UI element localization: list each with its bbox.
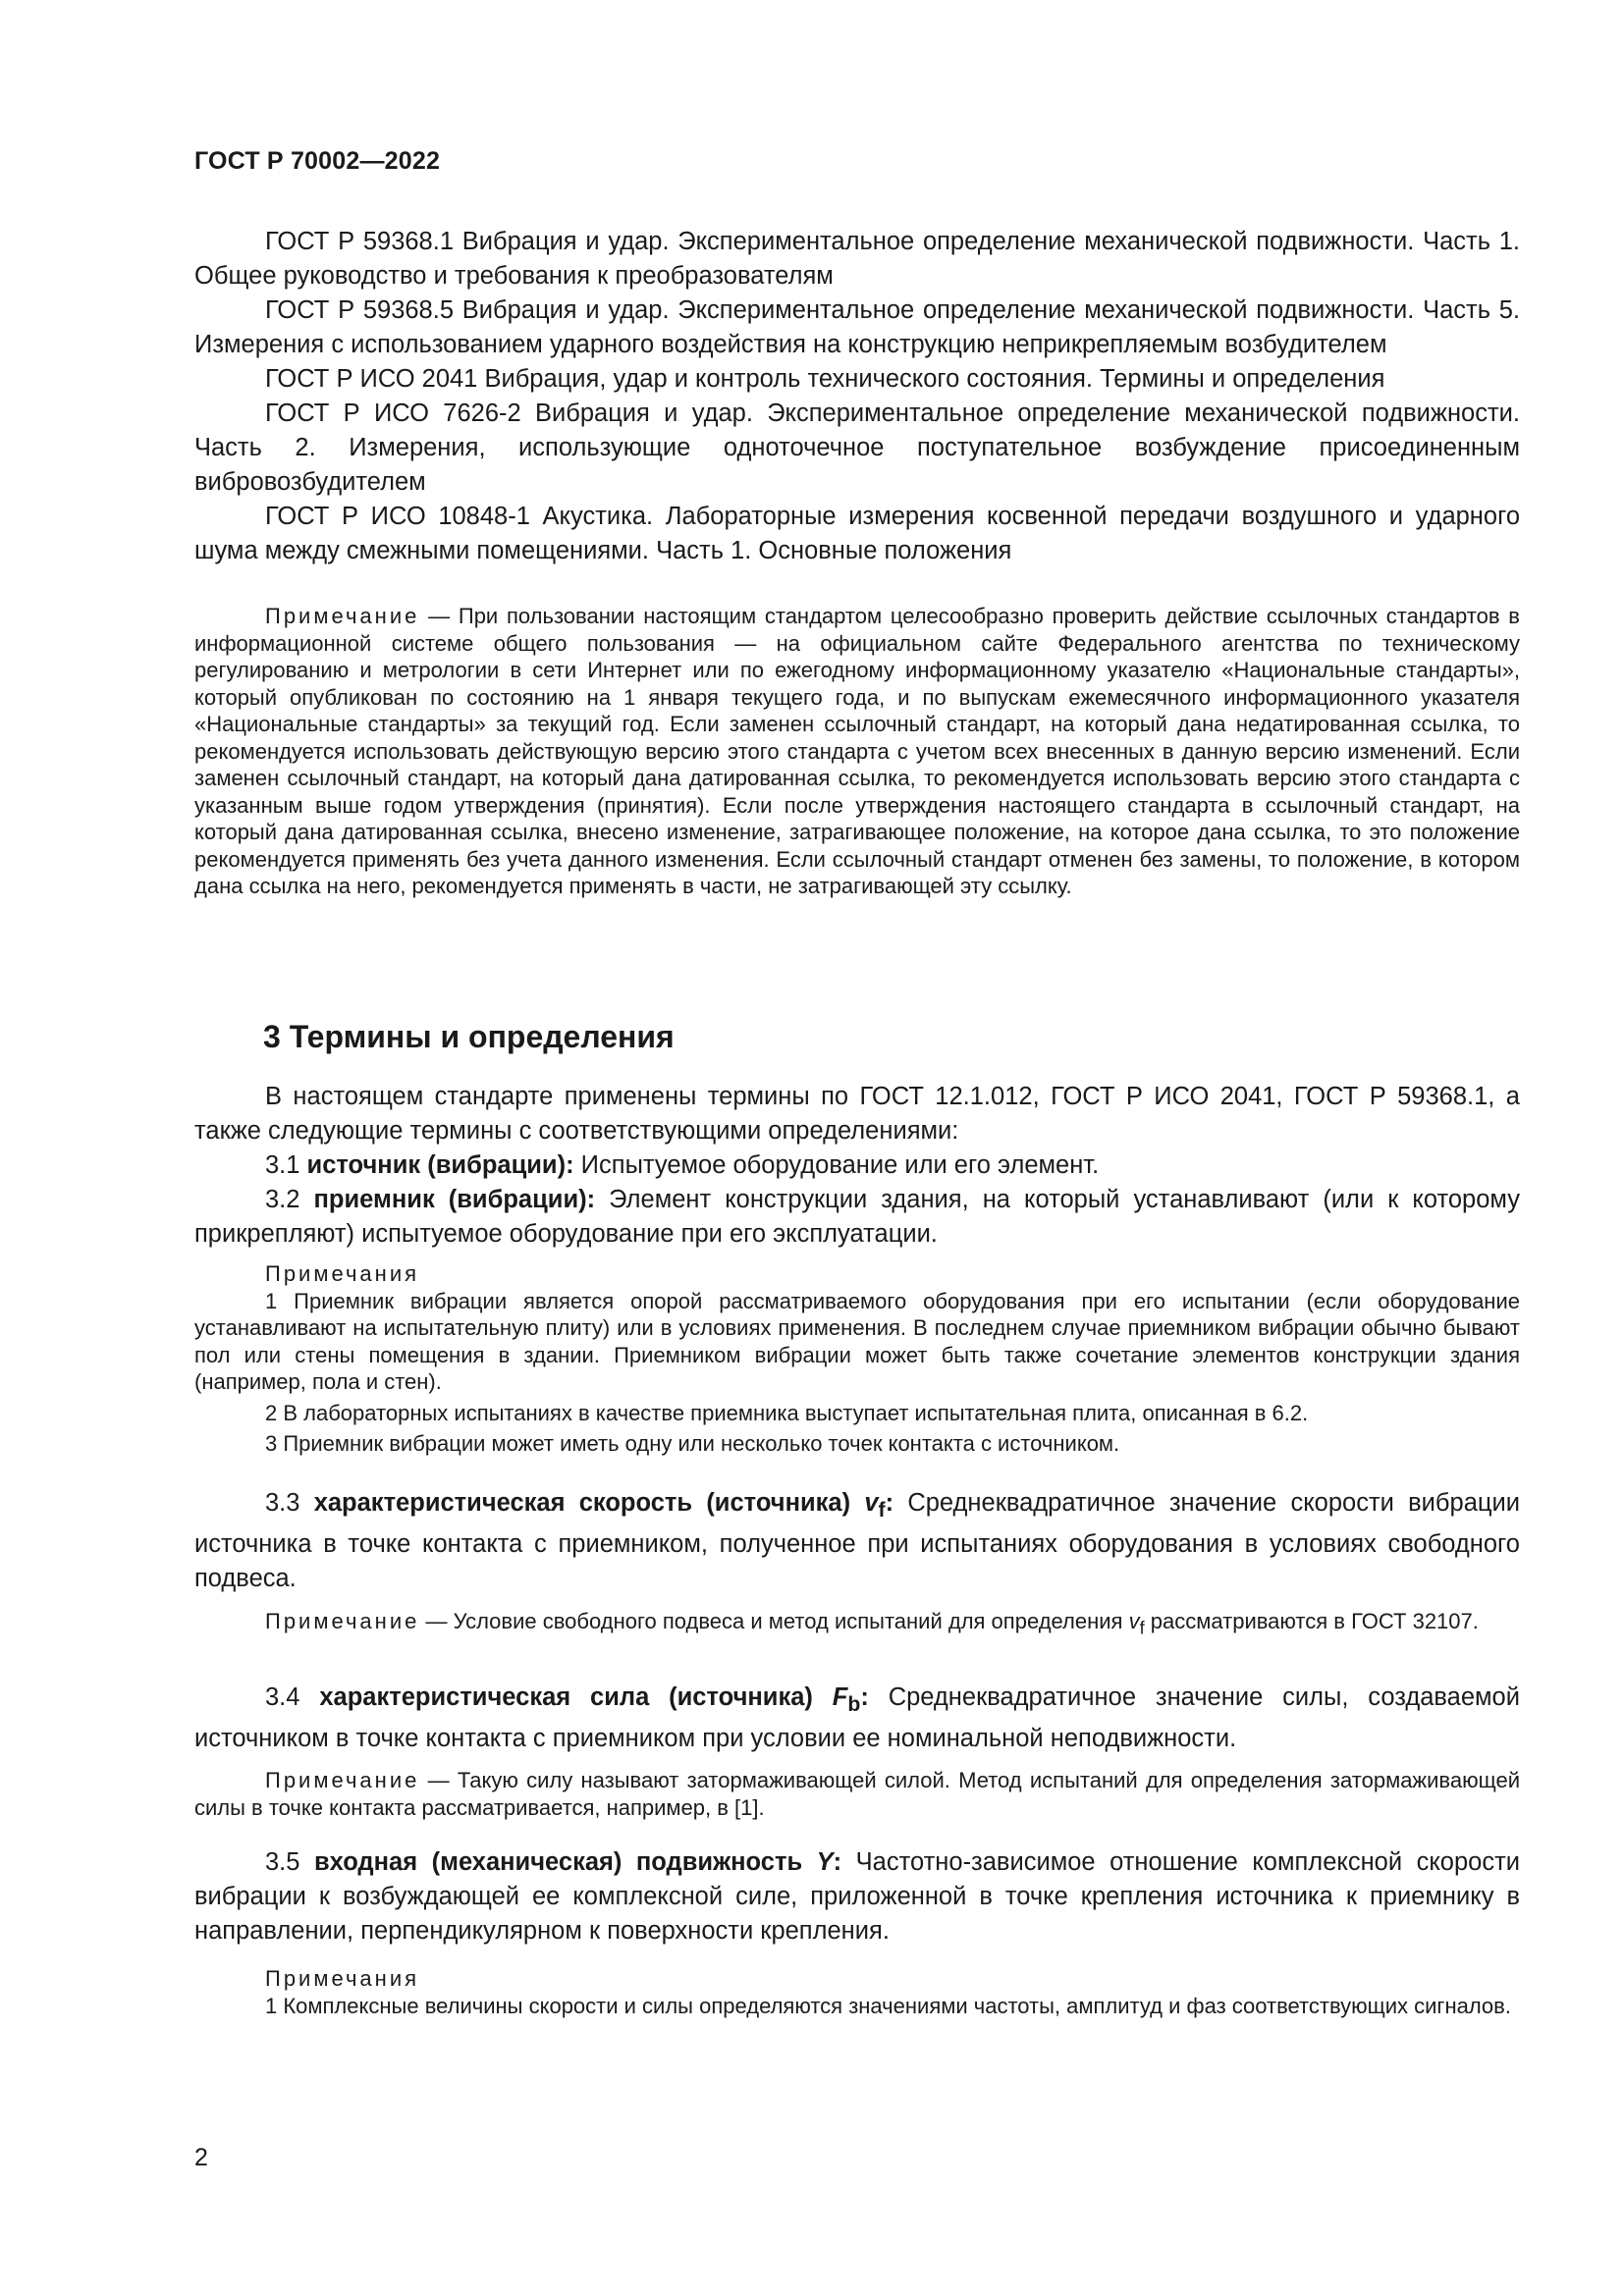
section-title: 3 Термины и определения: [263, 1019, 675, 1054]
note-item: 1 Комплексные величины скорости и силы определяются значениями частоты, амплитуд и фаз соответствующих сигналов.: [265, 1993, 1511, 2018]
note-item: 2 В лабораторных испытаниях в качестве приемника выступает испытательная плита, описанная в 6.2.: [265, 1400, 1309, 1425]
notes-3-5: [194, 1965, 1520, 2019]
note-label: Примечание: [265, 604, 420, 628]
note-item: 3 Приемник вибрации может иметь одну или несколько точек контакта с источником.: [265, 1431, 1120, 1456]
note-3-4: Примечание — Такую силу называют затормаживающей силой. Метод испытаний для определения затормаживающей силы в точке контакта рассматривается, например, в [1].: [194, 1768, 1520, 1820]
reference-item: ГОСТ Р ИСО 7626-2 Вибрация и удар. Экспериментальное определение механической подвижности. Часть 2. Измерения, использующие одноточечное поступательное возбуждение присоединенным вибровозбудителем: [194, 400, 1520, 496]
note-text: — При пользовании настоящим стандартом целесообразно проверить действие ссылочных стандартов в информационной системе общего пользования — на официальном сайте Федерального агентства по техническому регулированию и метрологии в сети Интернет или по ежегодному информационному указателю «Национальные стандарты», который опубликован по состоянию на 1 января текущего года, и по выпускам ежемесячного информационного указателя «Национальные стандарты» за текущий год. Если заменен ссылочный стандарт, на который дана недатированная ссылка, то рекомендуется использовать действующую версию этого стандарта с учетом всех внесенных в данную версию изменений. Если заменен ссылочный стандарт, на который дана датированная ссылка, то рекомендуется использовать версию этого стандарта с указанным выше годом утверждения (принятия). Если после утверждения настоящего стандарта в ссылочный стандарт, на который дана датированная ссылка, внесено изменение, затрагивающее положение, на которое дана ссылка, то это положение рекомендуется применять без учета данного изменения. Если ссылочный стандарт отменен без замены, то положение, в котором дана ссылка на него, рекомендуется применять в части, не затрагивающей эту ссылку.: [194, 604, 1520, 898]
reference-item: ГОСТ Р ИСО 2041 Вибрация, удар и контроль технического состояния. Термины и определения: [265, 365, 1385, 393]
terms-intro-block: [194, 1080, 1520, 1252]
symbol: v: [1128, 1609, 1140, 1633]
term-name: приемник (вибрации):: [313, 1186, 596, 1213]
reference-item: ГОСТ Р 59368.1 Вибрация и удар. Экспериментальное определение механической подвижности. Часть 1. Общее руководство и требования к преобразователям: [194, 228, 1520, 290]
note-references: [194, 603, 1520, 900]
note-3-3: Примечание — Условие свободного подвеса и метод испытаний для определения $v_f$ рассматриваются в ГОСТ 32107.: [265, 1609, 1479, 1638]
page-number: 2: [194, 2144, 208, 2171]
symbol: Y: [816, 1848, 834, 1876]
term-name: входная (механическая) подвижность: [313, 1848, 817, 1876]
notes-label: Примечания: [265, 1261, 420, 1286]
term-3-1: 3.1 источник (вибрации): Испытуемое оборудование или его элемент.: [265, 1151, 1100, 1179]
intro-paragraph: В настоящем стандарте применены термины по ГОСТ 12.1.012, ГОСТ Р ИСО 2041, ГОСТ Р 59368.1, а также следующие термины с соответствующими определениями:: [194, 1083, 1520, 1145]
term-name: характеристическая скорость (источника): [313, 1489, 865, 1517]
document-header: ГОСТ Р 70002—2022: [194, 147, 441, 175]
reference-item: ГОСТ Р ИСО 10848-1 Акустика. Лабораторные измерения косвенной передачи воздушного и ударного шума между смежными помещениями. Часть 1. Основные положения: [194, 503, 1520, 564]
notes-3-2: [194, 1260, 1520, 1458]
symbol: F: [832, 1683, 848, 1711]
term-name: характеристическая сила (источника): [319, 1683, 833, 1711]
notes-label: Примечания: [265, 1966, 420, 1991]
reference-item: ГОСТ Р 59368.5 Вибрация и удар. Экспериментальное определение механической подвижности. Часть 5. Измерения с использованием ударного воздействия на конструкцию неприкрепляемым возбудителем: [194, 296, 1520, 358]
term-3-2: 3.2 приемник (вибрации): Элемент конструкции здания, на который устанавливают (или к которому прикрепляют) испытуемое оборудование при его эксплуатации.: [194, 1186, 1520, 1248]
references-list: [194, 225, 1520, 568]
note-item: 1 Приемник вибрации является опорой рассматриваемого оборудования при его испытании (если оборудование устанавливают на испытательную плиту) или в условиях применения. В последнем случае приемником вибрации обычно бывают пол или стены помещения в здании. Приемником вибрации может быть также сочетание элементов конструкции здания (например, пола и стен).: [194, 1288, 1520, 1394]
term-3-3: 3.3 характеристическая скорость (источника) $v_f$: Среднеквадратичное значение скорости вибрации источника в точке контакта с приемником, полученное при испытаниях оборудования в условиях свободного подвеса.: [194, 1489, 1520, 1593]
symbol: v: [864, 1489, 879, 1517]
term-name: источник (вибрации):: [306, 1151, 574, 1179]
term-3-5: 3.5 входная (механическая) подвижность Y: Частотно-зависимое отношение комплексной скорости вибрации к возбуждающей ее комплексной силе, приложенной в точке крепления источника к приемнику в направлении, перпендикулярном к поверхности крепления.: [194, 1848, 1520, 1945]
term-3-4: 3.4 характеристическая сила (источника) $F_b$: Среднеквадратичное значение силы, создаваемой источником в точке контакта с приемником при условии ее номинальной неподвижности.: [194, 1683, 1520, 1753]
